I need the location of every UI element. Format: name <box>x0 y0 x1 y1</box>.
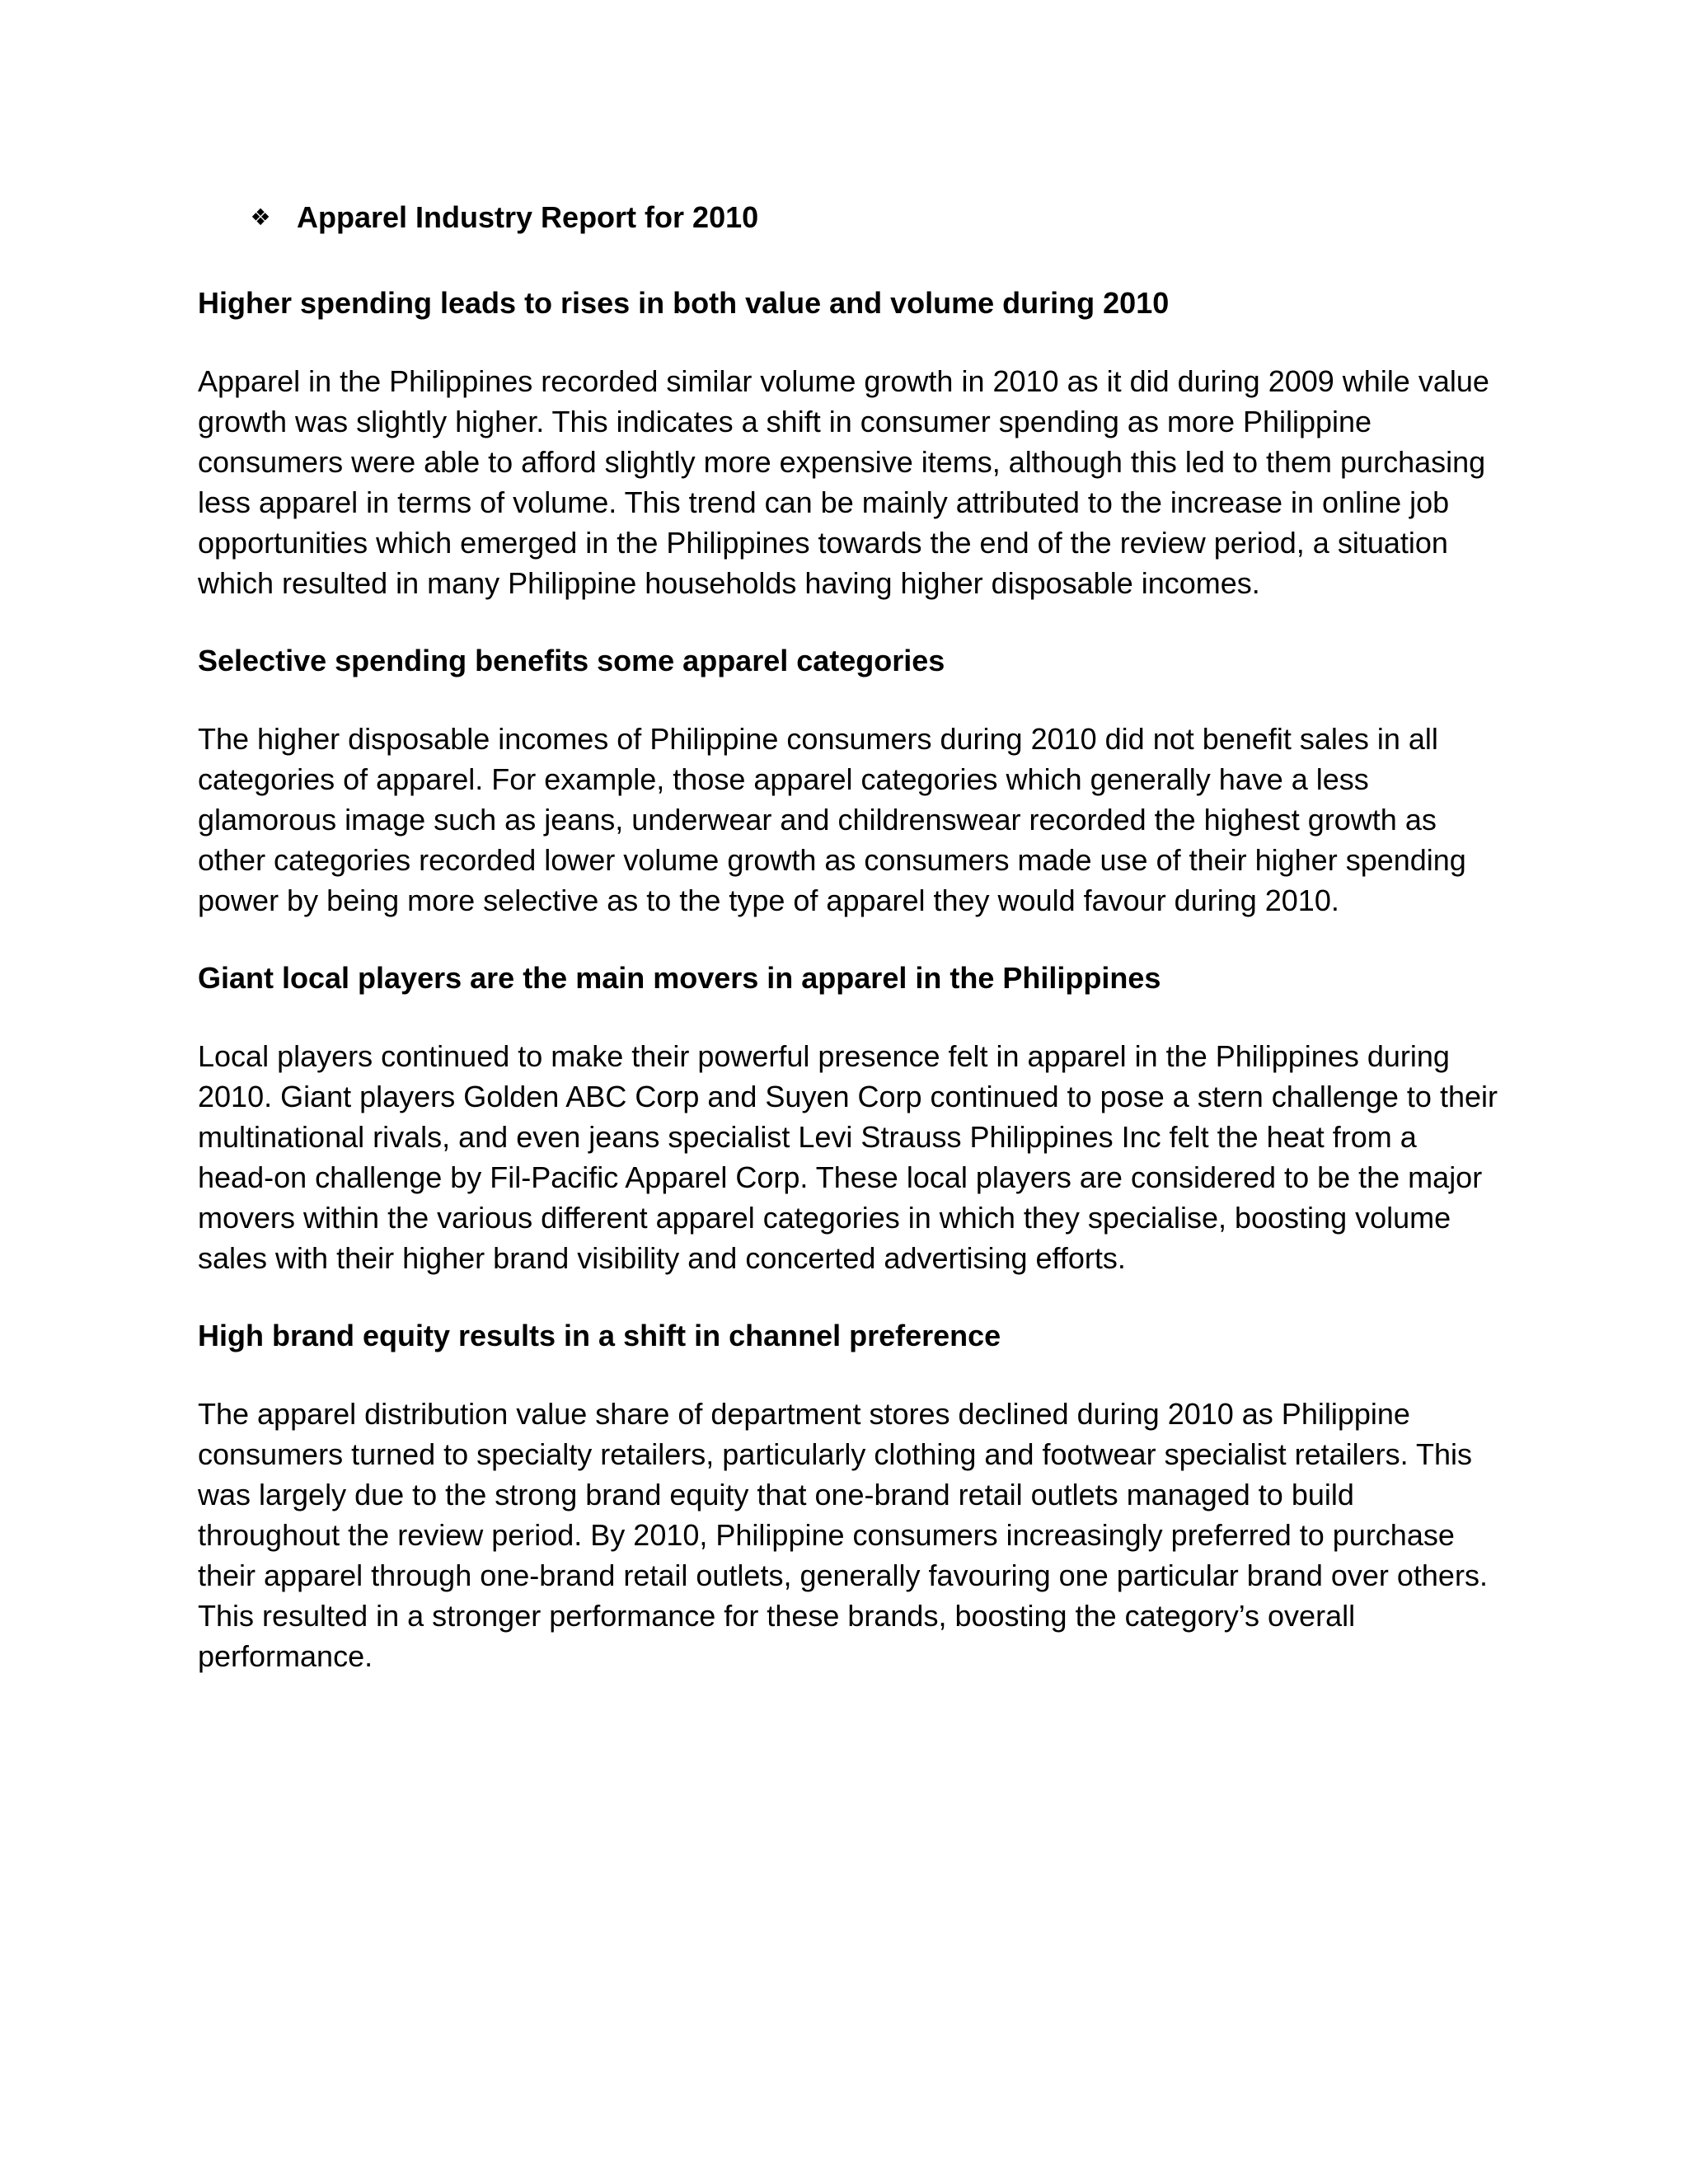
diamond-bullet-icon: ❖ <box>250 204 271 230</box>
section-brand-equity <box>198 1315 1500 1676</box>
document-content <box>198 196 1500 1713</box>
section-heading: High brand equity results in a shift in channel preference <box>198 1319 1001 1352</box>
document-title: Apparel Industry Report for 2010 <box>297 200 759 234</box>
section-heading: Higher spending leads to rises in both value and volume during 2010 <box>198 286 1170 320</box>
section-paragraph: Apparel in the Philippines recorded similar volume growth in 2010 as it did during 2009 while value growth was slightly higher. This indicates a shift in consumer spending as more Philippine consumers were able to afford slightly more expensive items, although this led to them purchasing less apparel in terms of volume. This trend can be mainly attributed to the increase in online job opportunities which emerged in the Philippines towards the end of the review period, a situation which resulted in many Philippine households having higher disposable incomes. <box>198 364 1489 600</box>
section-paragraph: Local players continued to make their powerful presence felt in apparel in the Philippines during 2010. Giant players Golden ABC Corp and Suyen Corp continued to pose a stern challenge to their multinational rivals, and even jeans specialist Levi Strauss Philippines Inc felt the heat from a head-on challenge by Fil-Pacific Apparel Corp. These local players are considered to be the major movers within the various different apparel categories in which they specialise, boosting volume sales with their higher brand visibility and concerted advertising efforts. <box>198 1039 1498 1275</box>
section-paragraph: The higher disposable incomes of Philippine consumers during 2010 did not benefit sales in all categories of apparel. For example, those apparel categories which generally have a less glamorous image such as jeans, underwear and childrenswear recorded the highest growth as other categories recorded lower volume growth as consumers made use of their higher spending power by being more selective as to the type of apparel they would favour during 2010. <box>198 722 1466 917</box>
section-selective-spending <box>198 640 1500 921</box>
section-heading: Giant local players are the main movers in apparel in the Philippines <box>198 961 1161 995</box>
section-paragraph: The apparel distribution value share of department stores declined during 2010 as Philippine consumers turned to specialty retailers, particularly clothing and footwear specialist retailers. This was largely due to the strong brand equity that one-brand retail outlets managed to build throughout the review period. By 2010, Philippine consumers increasingly preferred to purchase their apparel through one-brand retail outlets, generally favouring one particular brand over others. This resulted in a stronger performance for these brands, boosting the category’s overall performance. <box>198 1397 1488 1673</box>
section-giant-local-players <box>198 957 1500 1278</box>
section-heading: Selective spending benefits some apparel categories <box>198 644 945 677</box>
section-higher-spending <box>198 282 1500 603</box>
document-title-row <box>249 196 1500 239</box>
